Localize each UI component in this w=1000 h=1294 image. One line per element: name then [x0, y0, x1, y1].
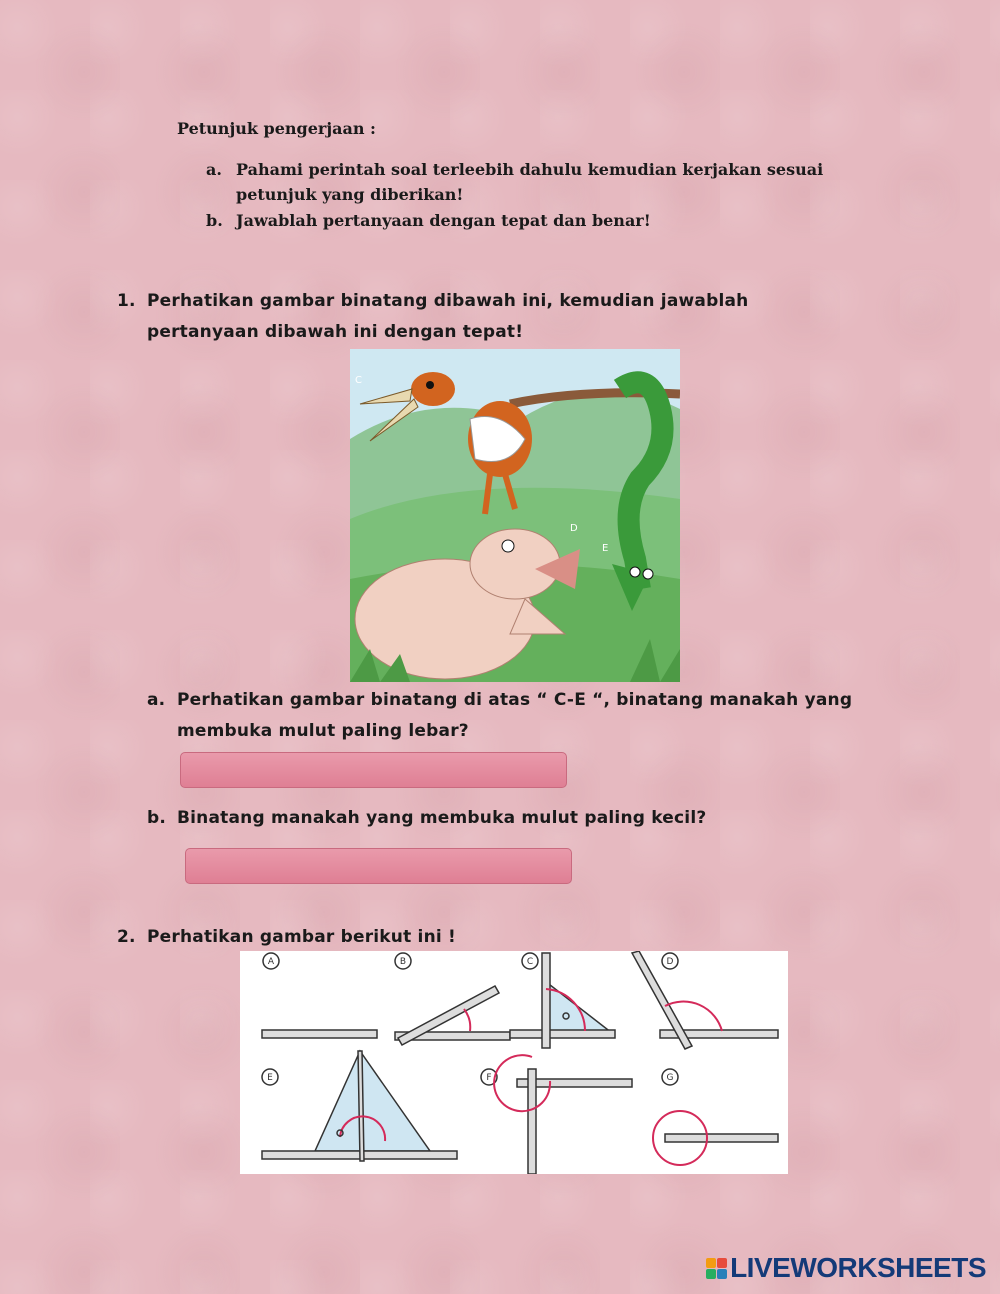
- answer-input-1b[interactable]: [185, 848, 572, 884]
- figure-label-f: F: [486, 1073, 492, 1083]
- angles-diagram: [240, 951, 788, 1174]
- image-label-c: C: [355, 375, 362, 386]
- question-number: 2.: [117, 927, 136, 947]
- figure-label-g: G: [666, 1073, 674, 1083]
- figure-label-c: C: [526, 957, 534, 967]
- angles-figure: [240, 951, 788, 1174]
- image-label-e: E: [602, 543, 609, 554]
- instruction-text: Pahami perintah soal terleebih dahulu kemudian kerjakan sesuai petunjuk yang diberikan!: [236, 160, 824, 204]
- instruction-letter: a.: [206, 160, 222, 179]
- answer-input-1a[interactable]: [180, 752, 567, 788]
- subquestion-text: Perhatikan gambar binatang di atas “ C-E “, binatang manakah yang membuka mulut paling lebar?: [177, 690, 853, 741]
- liveworksheets-logo: [706, 1252, 986, 1284]
- animals-illustration: [350, 349, 680, 682]
- figure-label-e: E: [267, 1073, 273, 1083]
- logo-mark-icon: [706, 1258, 727, 1279]
- instruction-letter: b.: [206, 211, 223, 230]
- figure-label-a: A: [267, 957, 275, 967]
- figure-label-b: B: [399, 957, 407, 967]
- question-text: Perhatikan gambar binatang dibawah ini, kemudian jawablah pertanyaan dibawah ini dengan tepat!: [147, 291, 749, 342]
- brand-name: LIVEWORKSHEETS: [730, 1252, 986, 1283]
- question-number: 1.: [117, 291, 136, 311]
- subquestion-letter: b.: [147, 808, 167, 828]
- figure-label-d: D: [666, 957, 674, 967]
- subquestion-letter: a.: [147, 690, 166, 710]
- image-label-d: D: [570, 523, 578, 534]
- instruction-text: Jawablah pertanyaan dengan tepat dan benar!: [236, 211, 651, 230]
- instructions-title: Petunjuk pengerjaan :: [177, 119, 376, 138]
- question-text: Perhatikan gambar berikut ini !: [147, 927, 456, 947]
- animals-scene: [350, 349, 680, 682]
- subquestion-text: Binatang manakah yang membuka mulut paling kecil?: [177, 808, 707, 828]
